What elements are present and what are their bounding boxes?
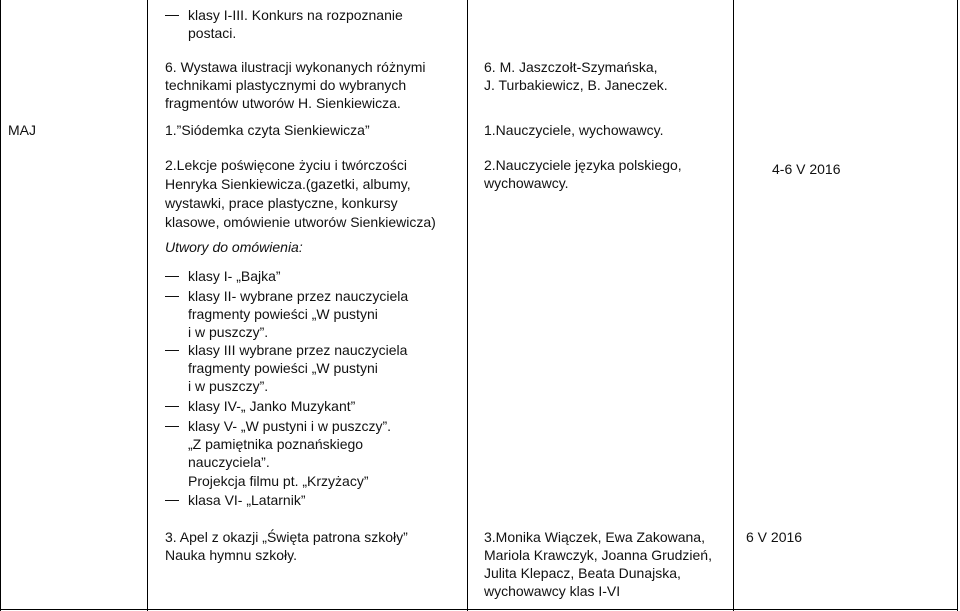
works-item: klasy II- wybrane przez nauczyciela bbox=[188, 288, 409, 304]
works-item: nauczyciela”. bbox=[188, 454, 270, 470]
resp-3-line: 3.Monika Wiączek, Ewa Zakowana, bbox=[484, 529, 705, 545]
date-2: 4-6 V 2016 bbox=[772, 161, 841, 177]
works-item: klasy V- „W pustyni i w puszczy”. bbox=[188, 418, 392, 434]
table-border-right bbox=[957, 0, 958, 611]
resp-6-line1: 6. M. Jaszczołt-Szymańska, bbox=[484, 59, 658, 75]
works-item: i w puszczy”. bbox=[188, 324, 269, 340]
works-item: klasy III wybrane przez nauczyciela bbox=[188, 342, 408, 358]
works-item: klasy I- „Bajka” bbox=[188, 268, 281, 284]
date-3: 6 V 2016 bbox=[746, 529, 803, 545]
dash-bullet bbox=[165, 15, 179, 16]
resp-3-line: Julita Klepacz, Beata Dunajska, bbox=[484, 565, 681, 581]
table-border-left bbox=[0, 0, 1, 611]
column-divider bbox=[467, 0, 468, 611]
item-2-line: 2.Lekcje poświęcone życiu i twórczości bbox=[165, 157, 407, 173]
month-label: MAJ bbox=[8, 122, 36, 138]
item-2-line: klasowe, omówienie utworów Sienkiewicza) bbox=[165, 214, 436, 230]
dash-bullet bbox=[165, 276, 179, 277]
works-item: Projekcja filmu pt. „Krzyżacy” bbox=[188, 473, 369, 489]
dash-bullet bbox=[165, 500, 179, 501]
resp-2-line: wychowawcy. bbox=[484, 175, 569, 191]
item-3-line: 3. Apel z okazji „Święta patrona szkoły” bbox=[165, 529, 408, 545]
dash-bullet bbox=[165, 426, 179, 427]
works-item: fragmenty powieści „W pustyni bbox=[188, 360, 378, 376]
table-border-bottom bbox=[0, 609, 958, 610]
item-prev: klasy I-III. Konkurs na rozpoznanie bbox=[188, 7, 403, 23]
item-6-line1: 6. Wystawa ilustracji wykonanych różnymi bbox=[165, 59, 426, 75]
item-3-line: Nauka hymnu szkoły. bbox=[165, 547, 298, 563]
resp-6-line2: J. Turbakiewicz, B. Janeczek. bbox=[484, 77, 668, 93]
item-6-line3: fragmentów utworów H. Sienkiewicza. bbox=[165, 95, 401, 111]
item-2-line: Henryka Sienkiewicza.(gazetki, albumy, bbox=[165, 176, 411, 192]
works-heading: Utwory do omówienia: bbox=[165, 239, 303, 255]
item-1: 1.”Siódemka czyta Sienkiewicza” bbox=[165, 122, 370, 138]
dash-bullet bbox=[165, 350, 179, 351]
dash-bullet bbox=[165, 296, 179, 297]
resp-3-line: wychowawcy klas I-VI bbox=[484, 583, 621, 599]
works-item: klasa VI- „Latarnik” bbox=[188, 492, 306, 508]
item-2-line: wystawki, prace plastyczne, konkursy bbox=[165, 195, 398, 211]
column-divider bbox=[147, 0, 148, 611]
resp-2-line: 2.Nauczyciele języka polskiego, bbox=[484, 157, 682, 173]
works-item: klasy IV-„ Janko Muzykant” bbox=[188, 398, 356, 414]
dash-bullet bbox=[165, 406, 179, 407]
column-divider bbox=[733, 0, 734, 611]
works-item: i w puszczy”. bbox=[188, 378, 269, 394]
resp-3-line: Mariola Krawczyk, Joanna Grudzień, bbox=[484, 547, 712, 563]
resp-1: 1.Nauczyciele, wychowawcy. bbox=[484, 122, 664, 138]
works-item: fragmenty powieści „W pustyni bbox=[188, 306, 378, 322]
item-6-line2: technikami plastycznymi do wybranych bbox=[165, 77, 407, 93]
item-prev-cont: postaci. bbox=[188, 25, 237, 41]
works-item: „Z pamiętnika poznańskiego bbox=[188, 436, 364, 452]
